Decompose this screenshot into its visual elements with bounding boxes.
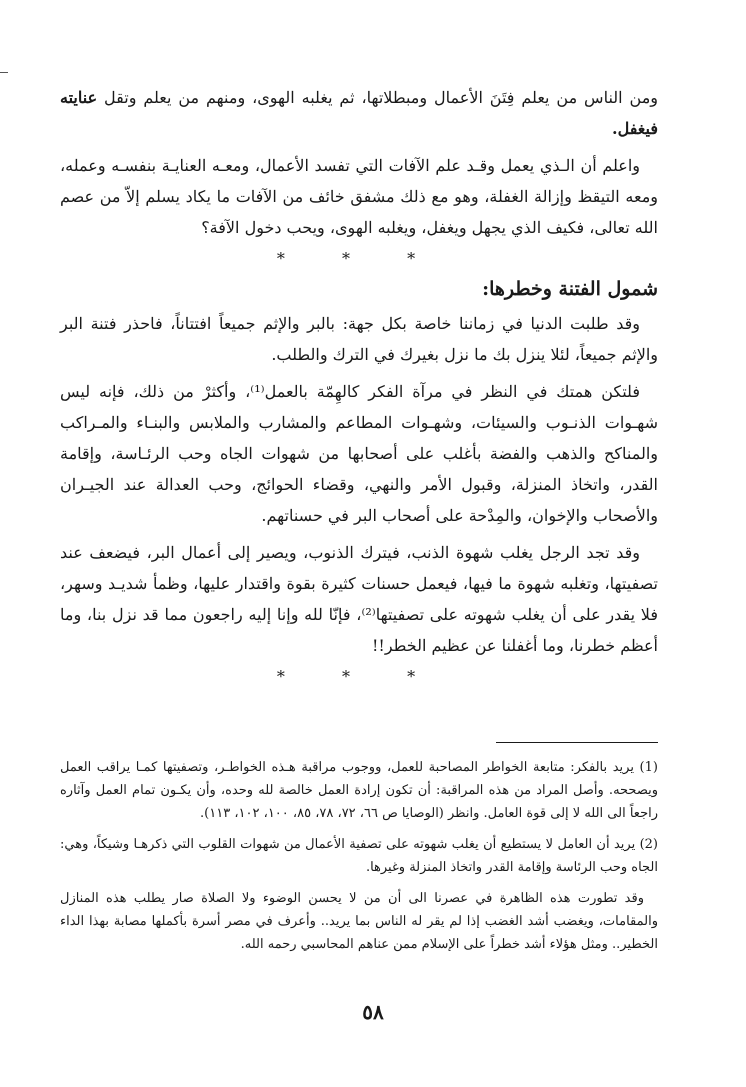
paragraph-1-text: ومن الناس من يعلم فِتَنَ الأعمال ومبطلاتها، ثم يغلبه الهوى، ومنهم من يعلم وتقل [104, 88, 659, 107]
section-separator-2: * * * [276, 667, 442, 686]
footnote-rule [496, 742, 658, 743]
footnote-2-continuation: وقد تطورت هذه الظاهرة في عصرنا الى أن من لا يحسن الوضوء ولا الصلاة صار يطلب هذه المنازل والمقامات، ويغضب أشد الغضب إذا لم يقر له الناس بما يريد.. وأعرف في مصر أسرة بأكملها مصابة بهذا الداء الخطير.. ومثل هؤلاء أشد خطراً على الإسلام ممن عناهم المحاسبي رحمه الله. [60, 891, 658, 952]
paragraph-1 [60, 82, 658, 144]
footnotes [60, 756, 658, 964]
page-number: ٥٨ [362, 1000, 384, 1024]
paragraph-3: وقد طلبت الدنيا في زماننا خاصة بكل جهة: بالبر والإثم جميعاً افتتاناً، فاحذر فتنة البر والإثم جميعاً، لئلا ينزل بك ما نزل بغيرك في الترك والطلب. [60, 314, 658, 364]
section-heading: شمول الفتنة وخطرها: [482, 278, 658, 300]
paragraph-1-end: عنايته فيغفل. [60, 88, 658, 138]
main-text [60, 82, 658, 696]
paragraph-4: فلتكن همتك في النظر في مرآة الفكر كالهِمّة بالعمل⁽¹⁾، وأكثرْ من ذلك، فإنه ليس شهـوات الذنـوب والسيئات، وشهـوات المطاعم والمشارب والملابس والبنـاء والمـراكب والمناكح والذهب والفضة بأغلب على أصحابها من شهوات الجاه وحب الرئـاسة، وإقامة القدر، واتخاذ المنزلة، وقبول الأمر والنهي، وقضاء الحوائج، وحب العدالة عند الجيـران والأصحاب والإخوان، والمِدْحة على أصحاب البر في حسناتهم. [60, 382, 659, 525]
footnote-2: (2) يريد أن العامل لا يستطيع أن يغلب شهوته على تصفية الأعمال من شهوات القلوب التي ذكرهـا وشيكاً، وهي: الجاه وحب الرئاسة وإقامة القدر واتخاذ المنزلة وغيرها. [60, 837, 658, 875]
paragraph-2: واعلم أن الـذي يعمل وقـد علم الآفات التي تفسد الأعمال، ومعـه العنايـة بنفسـه وعمله، ومعه التيقظ وإزالة الغفلة، وهو مع ذلك مشفق خائف من الآفات ما يكاد يسلم إلاّ من عصم الله تعالى، فكيف الذي يجهل ويغفل، ويغلبه الهوى، ويحب دخول الآفة؟ [60, 156, 658, 237]
section-separator-1: * * * [276, 249, 442, 268]
margin-mark [0, 72, 8, 73]
footnote-1: (1) يريد بالفكر: متابعة الخواطر المصاحبة للعمل، ووجوب مراقبة هـذه الخواطـر، وتصفيتها كمـا يراقب العمل ويصححه. وأصل المراد من هذه المراقبة: أن تكون إرادة العمل خالصة لله وحده، وأن يكـون تمام العمل وآثاره راجعاً الى الله لا إلى قوة العامل. وانظر (الوصايا ص ٦٦، ٧٢، ٧٨، ٨٥، ١٠٠، ١٠٢، ١١٣). [60, 760, 658, 821]
paragraph-5: وقد تجد الرجل يغلب شهوة الذنب، فيترك الذنوب، ويصير إلى أعمال البر، فيضعف عند تصفيتها، وتغلبه شهوة ما فيها، فيعمل حسنات كثيرة بقوة واقتدار عليها، وظمأ شديـد وسهر، فلا يقدر على أن يغلب شهوته على تصفيتها⁽²⁾، فإنّا لله وإنا إليه راجعون مما قد نزل بنا، وما أعظم خطرنا، وما أغفلنا عن عظيم الخطر!! [60, 543, 658, 655]
